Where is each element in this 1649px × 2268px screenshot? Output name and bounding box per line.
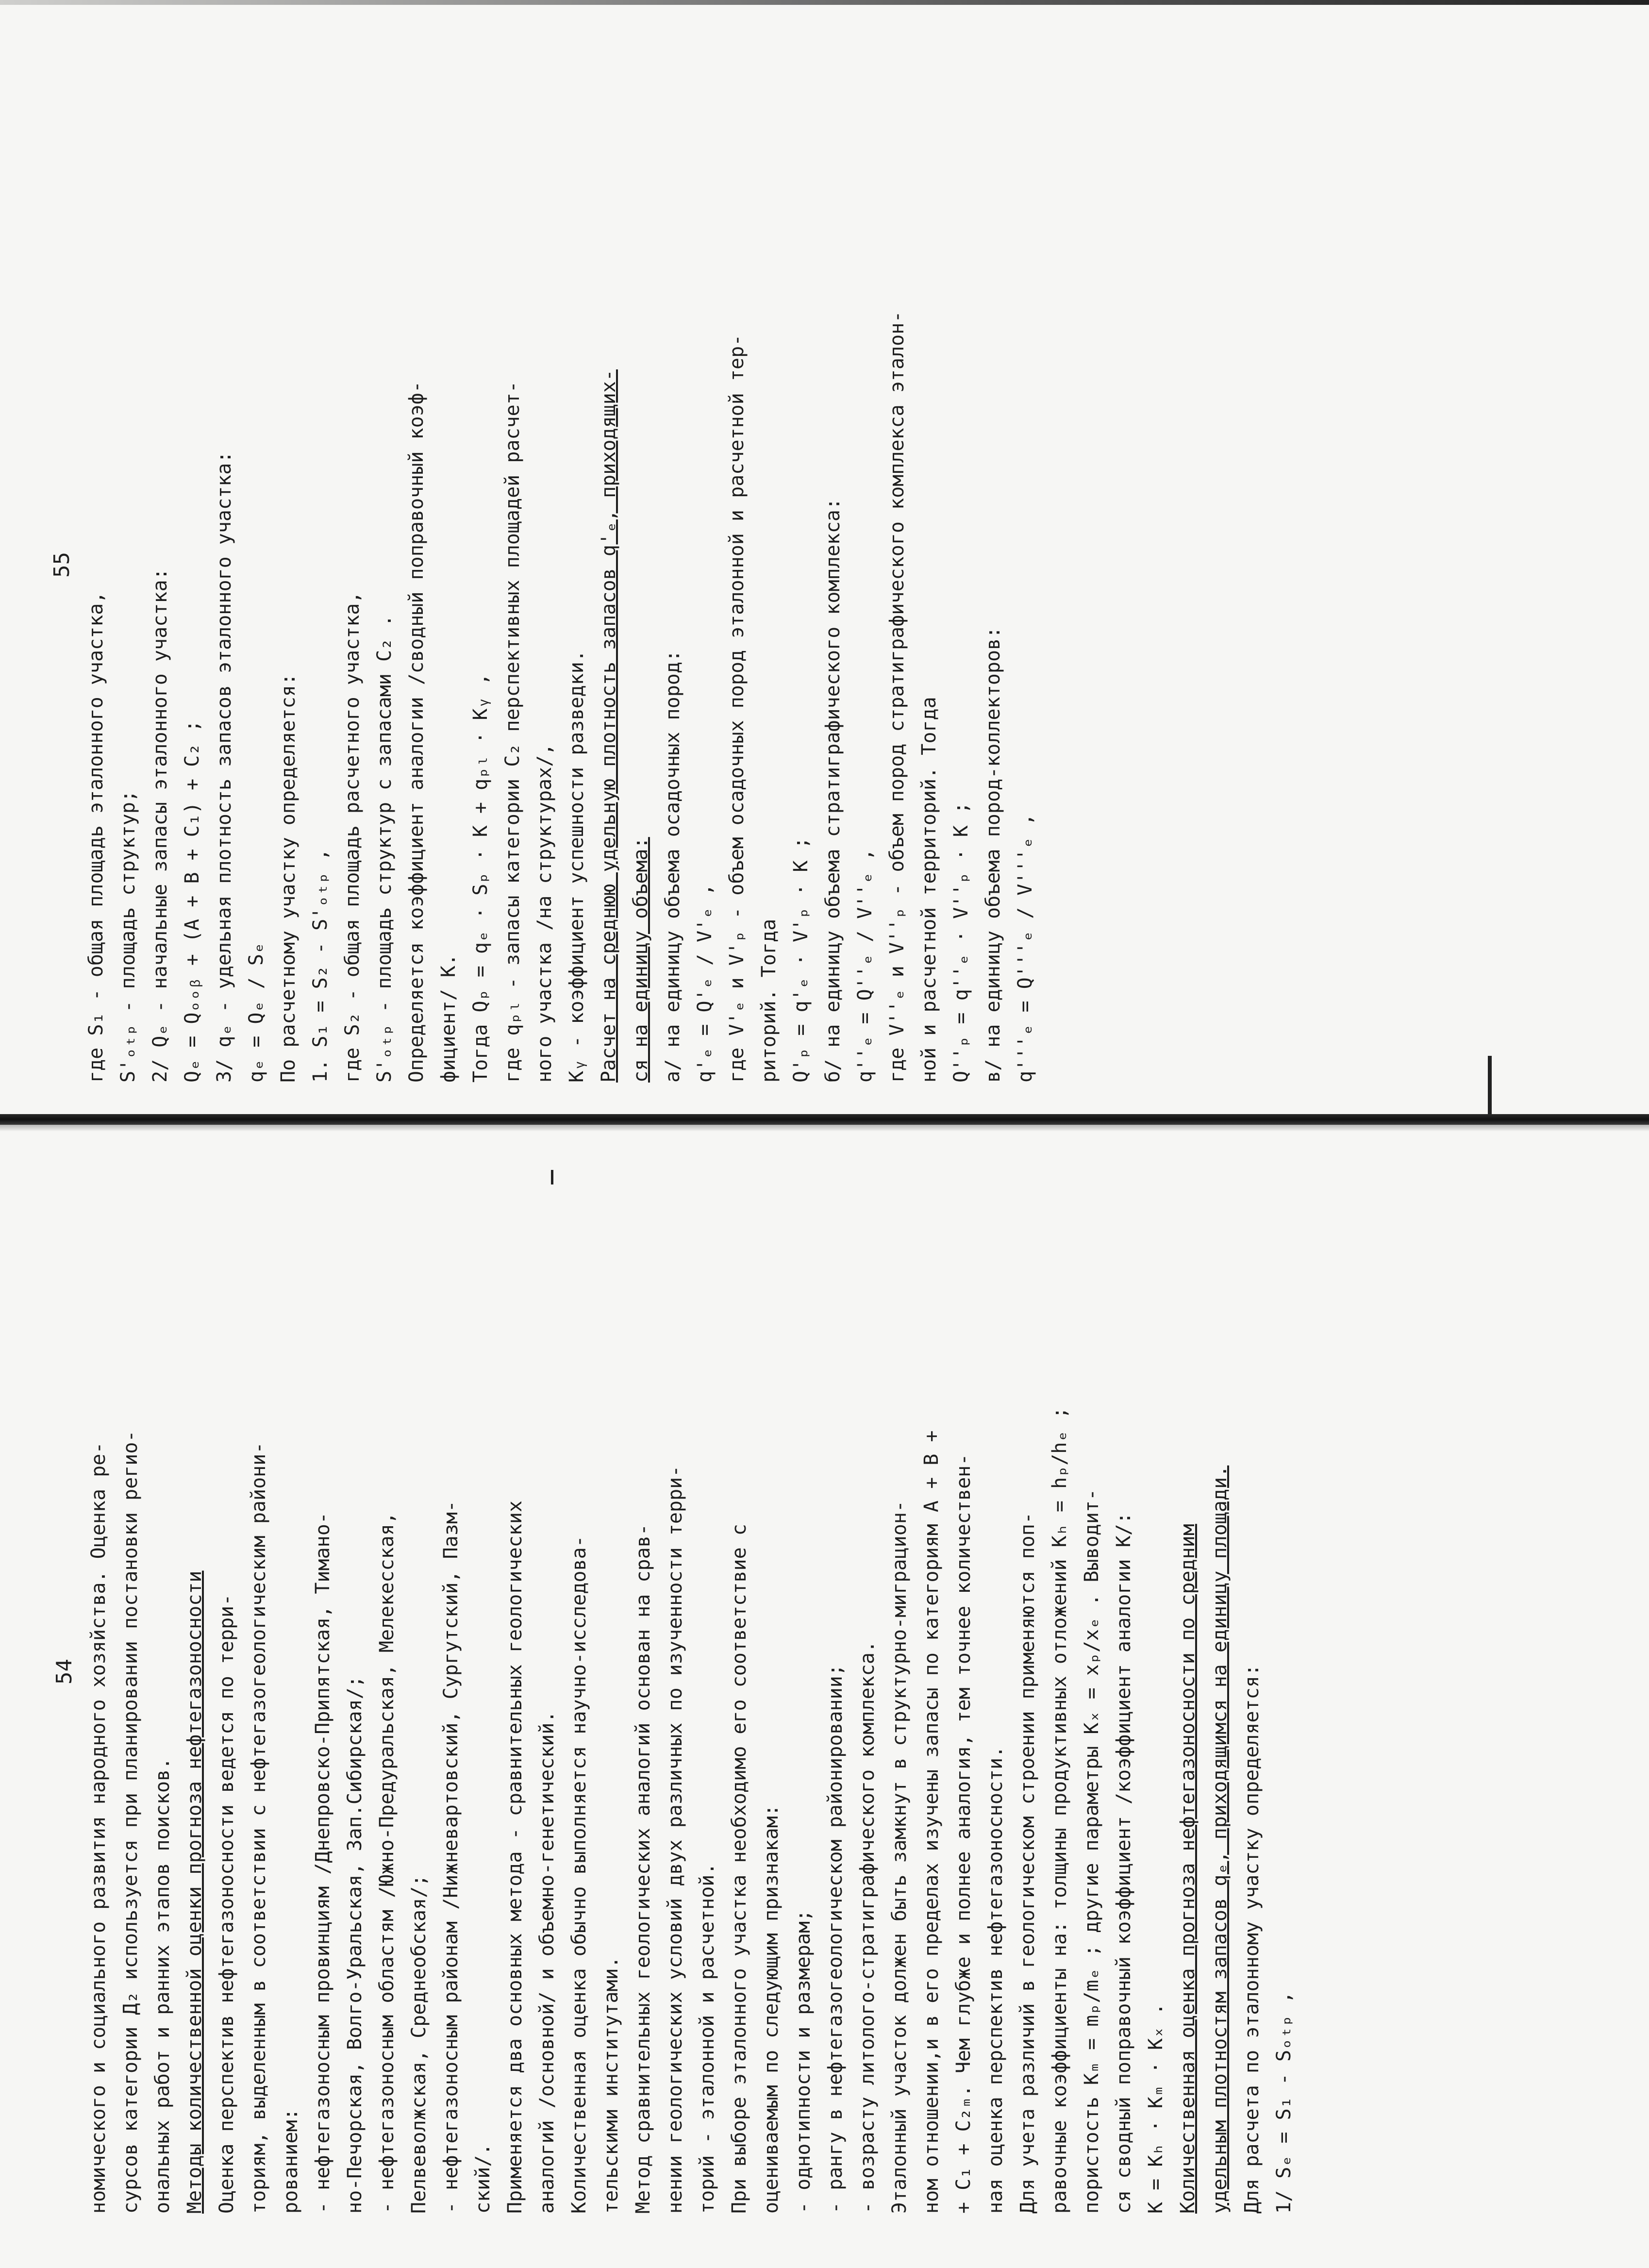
text-line: ся сводный поправочный коэффициент /коэффициент аналогии K/: xyxy=(1113,1512,1135,2214)
fold-shadow xyxy=(0,1125,1649,1132)
text-line: Qₑ = Qₒₒᵦ + (A + B + C₁) + C₂ ; xyxy=(181,720,203,1083)
text-line: сурсов категории Д₂ используется при планировании постановки регио- xyxy=(119,1430,142,2214)
page-number: 54 xyxy=(52,1659,77,1684)
text-line: S'ₒₜₚ - площадь структур; xyxy=(117,790,139,1083)
text-line: 1/ Sₑ = S₁ - Sₒₜₚ , xyxy=(1273,1991,1295,2214)
text-line: Количественная оценка прогноза нефтегазоносности по средним xyxy=(1177,1524,1199,2214)
text-line: Тогда Qₚ = qₑ · Sₚ · K + qₚₗ · Kᵧ , xyxy=(469,673,492,1083)
page-54 xyxy=(52,1194,1295,2214)
text-line: Расчет на среднюю удельную плотность запасов q'ₑ, приходящих- xyxy=(598,369,620,1083)
text-line: - нефтегазоносным провинциям /Днепровско-Припятская, Тимано- xyxy=(312,1512,334,2214)
text-line: но-Печорская, Волго-Уральская, Зап.Сибирская/; xyxy=(344,1676,366,2214)
scan-mark xyxy=(551,1170,553,1184)
text-line: рованием: xyxy=(280,2108,302,2214)
text-line: ная оценка перспектив нефтегазоносности. xyxy=(984,1746,1007,2214)
text-line: ной и расчетной территорий. Тогда xyxy=(918,697,940,1083)
text-line: Определяется коэффициент аналогии /сводный поправочный коэф- xyxy=(405,381,428,1083)
text-line: S'ₒₜₚ - площадь структур с запасами C₂ . xyxy=(373,615,396,1083)
text-line: где S₂ - общая площадь расчетного участка, xyxy=(341,591,364,1083)
text-line: где V''ₑ и V''ₚ - объем пород стратиграфического комплекса эталон- xyxy=(886,311,908,1083)
text-line: + C₁ + C₂ₘ. Чем глубже и полнее аналогия, тем точнее количествен- xyxy=(952,1453,975,2214)
text-line: - нефтегазоносным областям /Южно-Предуральская, Мелекесская, xyxy=(376,1512,398,2214)
text-line: фициент/ К. xyxy=(437,954,460,1083)
text-line: оцениваемым по следующим признакам: xyxy=(760,1804,783,2214)
text-line: где S₁ - общая площадь эталонного участка, xyxy=(85,591,107,1083)
text-line: равочные коэффициенты на: толщины продуктивных отложений Kₕ = hₚ/hₑ ; xyxy=(1049,1407,1071,2214)
text-line: - однотипности и размерам; xyxy=(792,1909,815,2214)
text-line: номического и социального развития народного хозяйства. Оценка ре- xyxy=(87,1442,110,2214)
text-line: удельным плотностям запасов qₑ, приходящимся на единицу площади. xyxy=(1209,1465,1231,2214)
text-line: ский/. xyxy=(472,2143,494,2214)
text-line: нении геологических условий двух различных по изученности терри- xyxy=(664,1465,686,2214)
text-line: Методы количественной оценки прогноза нефтегазоносности xyxy=(183,1570,206,2214)
text-line: q''ₑ = Q''ₑ / V''ₑ , xyxy=(854,849,876,1083)
text-line: - нефтегазоносным районам /Нижневартовский, Сургутский, Пазм- xyxy=(440,1500,462,2214)
text-line: 3/ qₑ - удельная плотность запасов эталонного участка: xyxy=(213,451,235,1083)
text-line: qₑ = Qₑ / Sₑ xyxy=(245,942,267,1083)
text-line: торий - эталонной и расчетной. xyxy=(696,1863,718,2214)
page-55 xyxy=(50,63,1036,1083)
text-line: 1. S₁ = S₂ - S'ₒₜₚ , xyxy=(309,849,332,1083)
scan-edge-top xyxy=(0,0,1649,5)
text-line: тельскими институтами. xyxy=(600,1956,622,2214)
text-line: K = Kₕ · Kₘ · Kₓ . xyxy=(1145,2003,1167,2214)
text-line: а/ на единицу объема осадочных пород: xyxy=(662,650,684,1083)
text-line: Для расчета по эталонному участку определяется: xyxy=(1241,1664,1263,2214)
text-line: q'''ₑ = Q'''ₑ / V'''ₑ , xyxy=(1014,814,1036,1083)
text-line: При выборе эталонного участка необходимо его соответствие с xyxy=(728,1524,750,2214)
text-line: Q'ₚ = q'ₑ · V'ₚ · K ; xyxy=(790,837,812,1083)
scan-mark xyxy=(1488,1056,1492,1114)
text-line: ся на единицу объема: xyxy=(630,837,652,1083)
text-line: 2/ Qₑ - начальные запасы эталонного участка: xyxy=(149,568,171,1083)
text-line: ного участка /на структурах/, xyxy=(533,743,556,1083)
text-line: По расчетному участку определяется: xyxy=(277,673,300,1083)
text-line: Оценка перспектив нефтегазоносности ведется по терри- xyxy=(216,1594,238,2214)
text-line: где V'ₑ и V'ₚ - объем осадочных пород эталонной и расчетной тер- xyxy=(726,334,748,1083)
text-line: ном отношении,и в его пределах изучены запасы по категориям А + В + xyxy=(920,1430,943,2214)
text-line: риторий. Тогда xyxy=(758,918,780,1083)
text-line: в/ на единицу объема пород-коллекторов: xyxy=(982,626,1004,1083)
text-line: Для учета различий в геологическом строении применяются поп- xyxy=(1016,1512,1039,2214)
text-line: аналогий /основной/ и объемно-генетический. xyxy=(536,1711,558,2214)
text-line: Метод сравнительных геологических аналогий основан на срав- xyxy=(632,1524,654,2214)
text-line: б/ на единицу объема стратиграфического комплекса: xyxy=(822,498,844,1083)
text-line: Применяется два основных метода - сравнительных геологических xyxy=(504,1500,526,2214)
text-line: Пелвеволжская, Среднеобская/; xyxy=(408,1874,430,2214)
text-line: где qₚₗ - запасы категории C₂ перспективных площадей расчет- xyxy=(501,381,524,1083)
text-line: Kᵧ - коэффициент успешности разведки. xyxy=(566,650,588,1083)
page-number: 55 xyxy=(50,552,74,578)
text-line: ториям, выделенным в соответствии с нефтегазогеологическим райони- xyxy=(248,1442,270,2214)
text-line: пористость Kₘ = mₚ/mₑ ; другие параметры Kₓ = xₚ/xₑ . Выводит- xyxy=(1081,1488,1103,2214)
text-line: q'ₑ = Q'ₑ / V'ₑ , xyxy=(694,884,716,1083)
text-line: ональных работ и ранних этапов поисков. xyxy=(151,1757,174,2214)
book-fold xyxy=(0,1114,1649,1125)
text-line: Q''ₚ = q''ₑ · V''ₚ · K ; xyxy=(950,802,972,1083)
text-line: Количественная оценка обычно выполняется научно-исследова- xyxy=(568,1535,590,2214)
text-line: - рангу в нефтегазогеологическом районировании; xyxy=(824,1664,847,2214)
text-line: Эталонный участок должен быть замкнут в структурно-миграцион- xyxy=(888,1500,911,2214)
text-line: - возрасту литолого-стратиграфического комплекса. xyxy=(856,1640,879,2214)
